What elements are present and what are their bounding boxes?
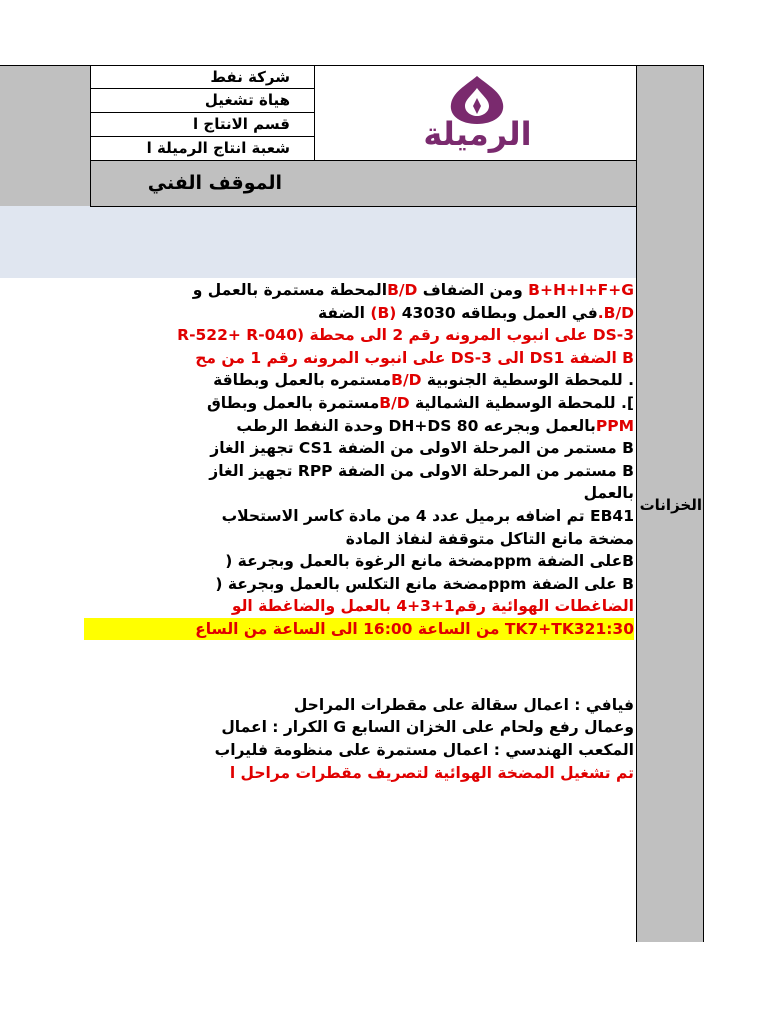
status-line bbox=[84, 550, 634, 572]
status-line-part: الضفة bbox=[564, 348, 623, 367]
status-line bbox=[84, 762, 634, 784]
status-line bbox=[84, 641, 634, 663]
status-line-part: DS-3 bbox=[450, 348, 492, 367]
blank-band bbox=[0, 206, 637, 278]
status-line-part: B على الضفة bbox=[526, 574, 634, 593]
status-line-part: بالعمل bbox=[583, 484, 634, 503]
status-line-part: PPM bbox=[595, 416, 634, 435]
status-line-part: المحطة مستمرة بالعمل و bbox=[192, 281, 388, 299]
status-line-part: تم تشغيل المضخة الهوائية لتصريف مقطرات مراحل ا bbox=[229, 763, 634, 782]
org-row-3: قسم الانتاج ا bbox=[193, 115, 290, 133]
status-line bbox=[84, 369, 634, 391]
status-line-part: الى bbox=[491, 348, 530, 367]
status-line-part: ]. للمحطة الوسطية الشمالية bbox=[409, 394, 634, 412]
status-line-part: TK7+TK3 bbox=[504, 620, 585, 638]
status-line-part: DS-3 على انبوب المرونه رقم 2 الى محطة (R-522+ R-040 bbox=[177, 326, 634, 345]
status-line-part: وحدة النفط الرطب bbox=[236, 416, 389, 435]
status-line-part: مستمرة بالعمل وبطاق bbox=[206, 394, 380, 412]
status-line-part: من الساعة 16:00 الى الساعة bbox=[267, 620, 505, 638]
status-line bbox=[84, 663, 634, 685]
status-line-part: EB41 تم اضافه برميل عدد 4 من مادة كاسر الاستحلاب bbox=[221, 507, 634, 525]
org-row-4: شعبة انتاج الرميلة ا bbox=[146, 139, 290, 157]
status-line bbox=[84, 694, 634, 716]
status-line-part: فيافي : اعمال سقالة على مقطرات المراحل bbox=[293, 695, 634, 714]
status-line-part: مضخة مانع التكلس بالعمل وبجرعة ( bbox=[215, 574, 489, 593]
status-line bbox=[84, 528, 634, 550]
rumaila-logo bbox=[395, 68, 560, 158]
status-line-part: B مستمر من المرحلة الاولى من الضفة RPP تجهيز الغاز bbox=[209, 461, 634, 480]
status-line-part: مضخة مانع التاكل متوقفة لنفاذ المادة bbox=[345, 529, 634, 548]
status-line bbox=[84, 716, 634, 738]
status-line-part: ppm bbox=[493, 552, 532, 571]
status-line-part: مضخة مانع الرغوة بالعمل وبجرعة ( bbox=[225, 552, 494, 571]
org-row-1: شركة نفط bbox=[210, 68, 290, 86]
status-line-part: DS1 bbox=[529, 348, 565, 367]
title-bottom-border bbox=[90, 206, 637, 207]
status-line-part: على انبوب المرونه رقم 1 من مح bbox=[195, 348, 451, 367]
status-line-part: B/D. bbox=[597, 303, 634, 322]
status-line-part: 21:30 bbox=[584, 620, 634, 638]
page-title: الموقف الفني bbox=[147, 172, 282, 194]
status-line bbox=[84, 302, 634, 324]
status-line-part: ppm bbox=[488, 574, 527, 593]
status-line bbox=[204, 415, 634, 437]
status-line bbox=[84, 618, 634, 640]
status-line bbox=[84, 595, 634, 617]
status-line bbox=[84, 739, 634, 761]
status-line-part: مستمره بالعمل وبطاقة bbox=[213, 371, 392, 390]
status-line bbox=[84, 573, 634, 595]
status-line-part: المكعب الهندسي : اعمال مستمرة على منظومة فليراب bbox=[214, 741, 634, 759]
left-gray-strip bbox=[0, 66, 90, 206]
status-line-part: DH+DS bbox=[388, 416, 452, 435]
logo-text: الرميلة bbox=[423, 115, 532, 153]
status-line bbox=[84, 324, 634, 346]
status-line-part: B/D bbox=[379, 394, 410, 412]
status-line bbox=[84, 279, 634, 301]
status-line bbox=[84, 347, 634, 369]
status-line-part: الضاغطات الهوائية رقم1+3+4 بالعمل والضاغطة الو bbox=[231, 597, 634, 616]
org-row-2: هياة تشغيل bbox=[204, 91, 290, 109]
status-line-part: Bعلى الضفة bbox=[531, 552, 634, 571]
status-line-part: B مستمر من المرحلة الاولى من الضفة CS1 تجهيز الغاز bbox=[210, 439, 634, 458]
tanks-side-label: الخزانات bbox=[639, 496, 702, 514]
right-column-right-border bbox=[703, 65, 704, 942]
status-line-part: ومن الضفاف bbox=[417, 281, 529, 299]
status-line bbox=[84, 437, 634, 459]
status-line bbox=[84, 392, 634, 414]
status-line-part: B bbox=[622, 348, 634, 367]
status-line bbox=[84, 505, 634, 527]
status-line-part: في العمل وبطاقه 43030 bbox=[396, 303, 598, 322]
header-mid-border bbox=[314, 65, 315, 161]
status-line-part: وعمال رفع ولحام على الخزان السابع G الكرار : اعمال bbox=[221, 718, 634, 737]
status-line-part: بالعمل وبجرعه 80 bbox=[451, 416, 596, 435]
status-line bbox=[84, 482, 634, 504]
status-line-part: الضفة bbox=[317, 303, 371, 322]
right-column-left-border bbox=[636, 65, 637, 942]
status-line bbox=[84, 460, 634, 482]
status-line-part: B/D bbox=[391, 371, 422, 390]
header-bottom-border bbox=[90, 160, 637, 161]
status-line-part: . للمحطة الوسطية الجنوبية bbox=[421, 371, 634, 390]
status-line-part: (B) bbox=[370, 303, 397, 322]
status-line-part: B/D bbox=[387, 281, 418, 299]
status-line-part: من الساع bbox=[195, 620, 268, 638]
status-line-part: B+H+I+F+G bbox=[528, 281, 634, 299]
